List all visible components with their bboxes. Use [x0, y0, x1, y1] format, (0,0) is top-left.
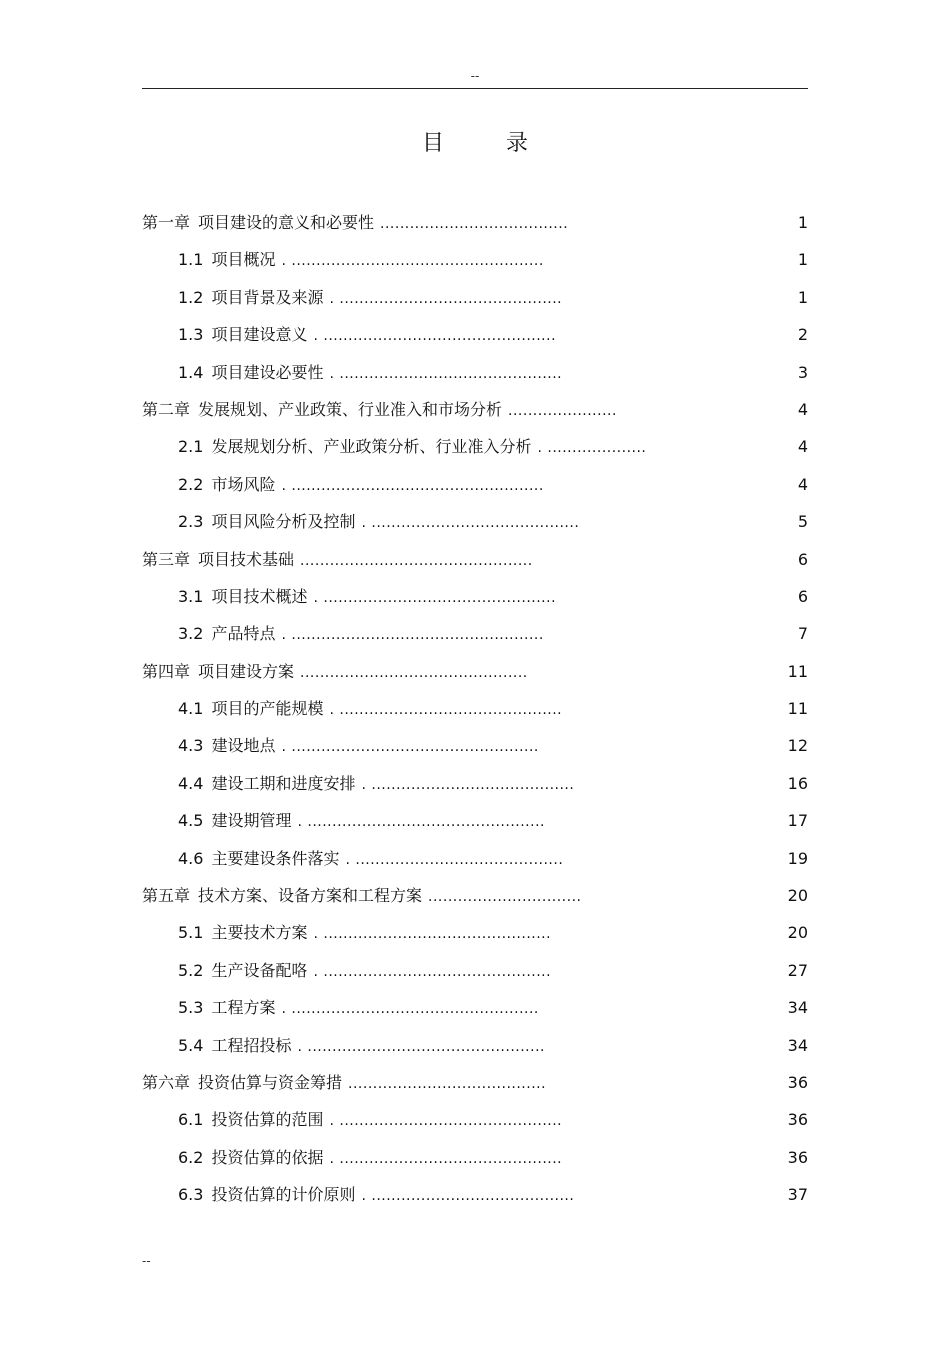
toc-entry-number: 4.3 — [178, 736, 204, 756]
toc-entry-title: 投资估算与资金筹措 — [198, 1072, 343, 1092]
toc-entry-text — [178, 1148, 562, 1169]
toc-entry[interactable] — [142, 914, 808, 951]
toc-entry-text — [142, 886, 582, 907]
toc-entry-leader: ............................................... — [300, 552, 533, 569]
toc-entry-text — [142, 1073, 546, 1094]
toc-entry-page: 27 — [787, 960, 808, 980]
toc-entry[interactable] — [142, 354, 808, 391]
toc-entry-title: 发展规划分析、产业政策分析、行业准入分析 — [211, 437, 532, 457]
toc-entry-page: 20 — [787, 923, 808, 943]
toc-entry-page: 36 — [787, 1072, 808, 1092]
toc-entry-text — [178, 998, 539, 1019]
toc-entry-title: 技术方案、设备方案和工程方案 — [198, 886, 423, 906]
toc-entry[interactable] — [142, 391, 808, 428]
toc-entry-number: 5.1 — [178, 923, 204, 943]
toc-entry-page: 6 — [797, 549, 808, 569]
toc-entry-title: 项目建设的意义和必要性 — [198, 213, 375, 232]
toc-entry-number: 1.2 — [178, 287, 204, 307]
toc-entry-number: 2.1 — [178, 437, 204, 457]
toc-entry[interactable] — [142, 279, 808, 316]
toc-entry[interactable] — [142, 765, 808, 802]
toc-entry-number: 第二章 — [142, 399, 191, 419]
toc-entry-text — [142, 400, 617, 421]
toc-entry-leader: . ............................................... — [313, 328, 557, 345]
toc-title-left: 目 — [421, 131, 444, 156]
toc-entry-title: 建设工期和进度安排 — [211, 773, 356, 793]
toc-entry-title: 建设期管理 — [211, 811, 292, 831]
toc-entry-title: 投资估算的计价原则 — [211, 1185, 356, 1205]
toc-entry-leader: . .............................................. — [313, 926, 552, 943]
toc-entry-leader: . ................................................ — [297, 814, 545, 831]
toc-entry[interactable] — [142, 802, 808, 839]
toc-entry[interactable] — [142, 727, 808, 764]
toc-entry-number: 5.4 — [178, 1035, 204, 1055]
toc-entry-text — [142, 662, 528, 683]
toc-entry-page: 4 — [797, 437, 808, 457]
toc-entry-leader: . .................................................. — [281, 1001, 539, 1018]
toc-entry-title: 产品特点 — [211, 624, 276, 644]
toc-entry-leader: . .................... — [537, 440, 647, 457]
toc-title — [0, 126, 950, 157]
toc-entry-leader: ...................... — [508, 402, 617, 419]
toc-entry-number: 6.1 — [178, 1110, 204, 1130]
toc-entry-title: 项目建设必要性 — [211, 362, 324, 382]
toc-entry-page: 4 — [797, 474, 808, 494]
toc-entry-text — [142, 213, 568, 234]
toc-entry-title: 投资估算的依据 — [211, 1147, 324, 1167]
toc-entry-page: 5 — [797, 512, 808, 532]
toc-entry-leader: ............................... — [428, 889, 582, 906]
toc-entry-page: 17 — [787, 811, 808, 831]
toc-entry-leader: . ................................................... — [281, 253, 544, 270]
toc-entry-leader: ........................................ — [348, 1075, 547, 1092]
toc-entry-text — [178, 699, 562, 720]
toc-entry-number: 1.4 — [178, 362, 204, 382]
toc-entry[interactable] — [142, 615, 808, 652]
toc-entry-number: 第三章 — [142, 549, 191, 569]
toc-entry-text — [178, 363, 562, 384]
toc-entry-page: 1 — [797, 250, 808, 270]
toc-entry-leader: . ................................................... — [281, 627, 544, 644]
toc-entry-number: 2.2 — [178, 474, 204, 494]
toc-entry-page: 3 — [797, 362, 808, 382]
toc-entry-leader: . .......................................... — [361, 515, 580, 532]
toc-entry-title: 项目技术概述 — [211, 586, 308, 606]
toc-entry[interactable] — [142, 1176, 808, 1213]
toc-entry-text — [178, 475, 544, 496]
toc-entry-number: 1.1 — [178, 250, 204, 270]
toc-entry-text — [178, 325, 556, 346]
toc-entry-number: 4.4 — [178, 773, 204, 793]
toc-entry-page: 4 — [797, 399, 808, 419]
toc-entry-page: 12 — [787, 736, 808, 756]
toc-entry-text — [178, 736, 539, 757]
toc-entry-leader: . ................................................ — [297, 1038, 545, 1055]
toc-entry-text — [178, 811, 545, 832]
toc-entry-text — [178, 437, 646, 458]
toc-entry-page: 1 — [797, 287, 808, 307]
toc-entry-leader: . ............................................. — [329, 365, 563, 382]
toc-entry[interactable] — [142, 989, 808, 1026]
toc-entry-number: 2.3 — [178, 512, 204, 532]
header-mark: -- — [470, 69, 480, 83]
toc-entry-page: 20 — [787, 886, 808, 906]
toc-entry-text — [178, 624, 544, 645]
toc-entry-text — [178, 288, 562, 309]
toc-entry-title: 项目建设方案 — [198, 661, 295, 681]
table-of-contents — [142, 204, 808, 1214]
toc-entry-number: 3.2 — [178, 624, 204, 644]
toc-entry-number: 第四章 — [142, 661, 191, 681]
toc-entry-text — [178, 961, 551, 982]
toc-entry[interactable] — [142, 1101, 808, 1138]
toc-entry[interactable] — [142, 503, 808, 540]
toc-entry-title: 市场风险 — [211, 474, 276, 494]
toc-entry-number: 第六章 — [142, 1072, 191, 1092]
toc-entry-title: 项目风险分析及控制 — [211, 512, 356, 532]
toc-entry-text — [178, 1185, 574, 1206]
toc-entry-page: 37 — [787, 1185, 808, 1205]
toc-entry-page: 2 — [797, 325, 808, 345]
toc-entry[interactable] — [142, 578, 808, 615]
toc-entry[interactable] — [142, 653, 808, 690]
toc-entry-text — [178, 1036, 545, 1057]
toc-entry-page: 19 — [787, 848, 808, 868]
toc-entry-leader: . ............................................. — [329, 1150, 563, 1167]
toc-entry-page: 11 — [787, 699, 808, 719]
toc-entry-number: 6.2 — [178, 1147, 204, 1167]
toc-entry-text — [178, 1110, 562, 1131]
toc-entry-number: 1.3 — [178, 325, 204, 345]
toc-entry-leader: . .......................................... — [345, 851, 564, 868]
toc-entry[interactable] — [142, 840, 808, 877]
toc-entry-title: 项目技术基础 — [198, 549, 295, 569]
toc-entry-leader: . .................................................. — [281, 739, 539, 756]
toc-entry-text — [178, 512, 579, 533]
toc-entry-title: 项目概况 — [211, 250, 276, 270]
toc-entry-number: 第一章 — [142, 213, 191, 232]
toc-entry-page: 1 — [797, 213, 808, 232]
toc-entry-number: 3.1 — [178, 586, 204, 606]
toc-entry-title: 项目建设意义 — [211, 325, 308, 345]
toc-entry-title: 投资估算的范围 — [211, 1110, 324, 1130]
toc-entry-number: 6.3 — [178, 1185, 204, 1205]
toc-entry-title: 主要技术方案 — [211, 923, 308, 943]
toc-entry-number: 4.6 — [178, 848, 204, 868]
toc-entry-title: 工程方案 — [211, 998, 276, 1018]
toc-entry-title: 建设地点 — [211, 736, 276, 756]
toc-entry-title: 项目背景及来源 — [211, 287, 324, 307]
toc-entry-number: 5.2 — [178, 960, 204, 980]
toc-entry-text — [178, 923, 551, 944]
toc-entry-title: 项目的产能规模 — [211, 699, 324, 719]
toc-entry-leader: ...................................... — [380, 216, 569, 232]
toc-entry[interactable] — [142, 241, 808, 278]
toc-entry-leader: . ............................................... — [313, 589, 557, 606]
header-rule — [142, 88, 808, 89]
toc-entry-leader: . ................................................... — [281, 477, 544, 494]
footer-mark: -- — [142, 1254, 151, 1268]
toc-entry-number: 5.3 — [178, 998, 204, 1018]
toc-entry-leader: . ............................................. — [329, 702, 563, 719]
toc-entry[interactable] — [142, 1027, 808, 1064]
toc-entry-page: 36 — [787, 1110, 808, 1130]
toc-entry-text — [178, 774, 574, 795]
toc-title-right: 录 — [506, 131, 529, 156]
toc-entry[interactable] — [142, 952, 808, 989]
toc-entry-leader: . ......................................... — [361, 1188, 575, 1205]
toc-entry-number: 第五章 — [142, 886, 191, 906]
toc-entry-page: 6 — [797, 586, 808, 606]
toc-entry-page: 11 — [787, 661, 808, 681]
toc-entry[interactable] — [142, 541, 808, 578]
toc-entry-title: 生产设备配咯 — [211, 960, 308, 980]
toc-entry-title: 发展规划、产业政策、行业准入和市场分析 — [198, 399, 503, 419]
toc-entry-page: 7 — [797, 624, 808, 644]
toc-entry-title: 主要建设条件落实 — [211, 848, 340, 868]
toc-entry-number: 4.5 — [178, 811, 204, 831]
toc-entry-leader: . ......................................... — [361, 776, 575, 793]
toc-entry-text — [178, 849, 563, 870]
toc-entry[interactable] — [142, 1064, 808, 1101]
toc-entry-leader: . .............................................. — [313, 963, 552, 980]
toc-entry[interactable] — [142, 877, 808, 914]
toc-entry-text — [178, 250, 544, 271]
toc-entry[interactable] — [142, 466, 808, 503]
toc-entry[interactable] — [142, 428, 808, 465]
toc-entry-page: 16 — [787, 773, 808, 793]
toc-entry[interactable] — [142, 316, 808, 353]
toc-entry[interactable] — [142, 204, 808, 241]
toc-entry-leader: . ............................................. — [329, 290, 563, 307]
toc-entry-leader: . ............................................. — [329, 1113, 563, 1130]
toc-entry[interactable] — [142, 1139, 808, 1176]
toc-entry-number: 4.1 — [178, 699, 204, 719]
toc-entry-page: 34 — [787, 1035, 808, 1055]
toc-entry[interactable] — [142, 690, 808, 727]
toc-entry-page: 36 — [787, 1147, 808, 1167]
toc-entry-title: 工程招投标 — [211, 1035, 292, 1055]
toc-entry-page: 34 — [787, 998, 808, 1018]
toc-entry-text — [178, 587, 556, 608]
toc-entry-leader: .............................................. — [300, 664, 528, 681]
toc-entry-text — [142, 550, 533, 571]
